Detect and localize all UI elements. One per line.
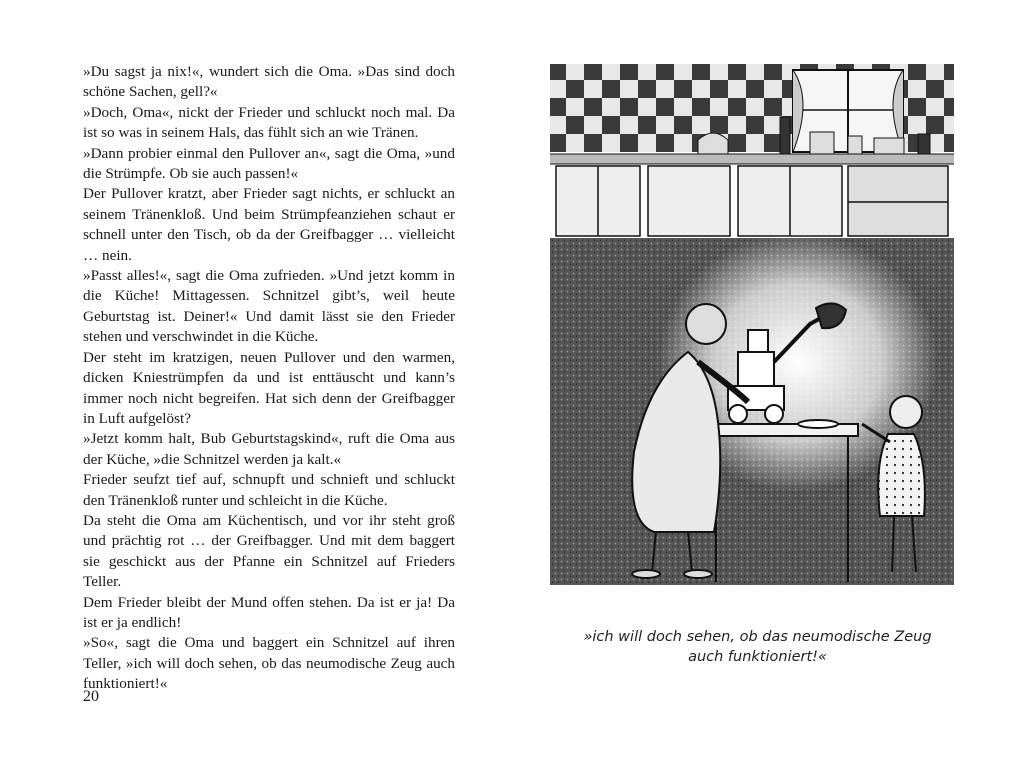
illustration-caption [560,627,955,667]
paragraph: Frieder seufzt tief auf, schnupft und schnieft und schluckt den Tränenkloß runter und schleicht in die Küche. [83,471,455,509]
cabinets [556,166,948,236]
text-page [83,62,455,695]
paragraph: Da steht die Oma am Küchentisch, und vor ihr steht groß und prächtig rot … der Greifbagger. Und mit dem baggert sie geschickt aus der Pfanne ein Schnitzel auf Frieders Teller. [83,511,455,591]
kitchen-illustration [548,62,956,587]
caption-line: »ich will doch sehen, ob das neumodische Zeug [583,629,932,645]
paragraph: »Jetzt komm halt, Bub Geburtstagskind«, ruft die Oma aus der Küche, »die Schnitzel werden ja kalt.« [83,430,455,468]
paragraph: »Doch, Oma«, nickt der Frieder und schluckt noch mal. Da ist so was in seinem Hals, das fühlt sich an wie Tränen. [83,103,455,142]
paragraph: Dem Frieder bleibt der Mund offen stehen. Da ist er ja! Da ist er ja endlich! [83,593,455,631]
counter [548,154,956,164]
paragraph: »So«, sagt die Oma und baggert ein Schnitzel auf ihren Teller, »ich will doch sehen, ob das neumodische Zeug auch funktioniert!« [83,634,455,693]
paragraph: »Dann probier einmal den Pullover an«, sagt die Oma, »und die Strümpfe. Ob sie auch passen!« [83,144,455,183]
paragraph: Der Pullover kratzt, aber Frieder sagt nichts, er schluckt an seinem Tränenkloß. Und beim Strümpfeanziehen schaut er schnell unter den Tisch, ob da der Greifbagger … vielleicht … nein. [83,185,455,264]
page-number: 20 [83,688,99,705]
paragraph: »Passt alles!«, sagt die Oma zufrieden. »Und jetzt komm in die Küche! Mittagessen. Schnitzel gibt’s, weil heute Geburtstag ist. Deiner!« Und damit lässt sie den Frieder stehen und verschwindet in die Küche. [83,267,455,346]
caption-line: auch funktioniert!« [688,649,827,665]
paragraph: Der steht im kratzigen, neuen Pullover und den warmen, dicken Kniestrümpfen da und ist enttäuscht und kann’s immer noch nicht begreifen. Hat sich denn der Greifbagger in Luft aufgelöst? [83,348,455,427]
paragraph: »Du sagst ja nix!«, wundert sich die Oma. »Das sind doch schöne Sachen, gell?« [83,63,455,101]
